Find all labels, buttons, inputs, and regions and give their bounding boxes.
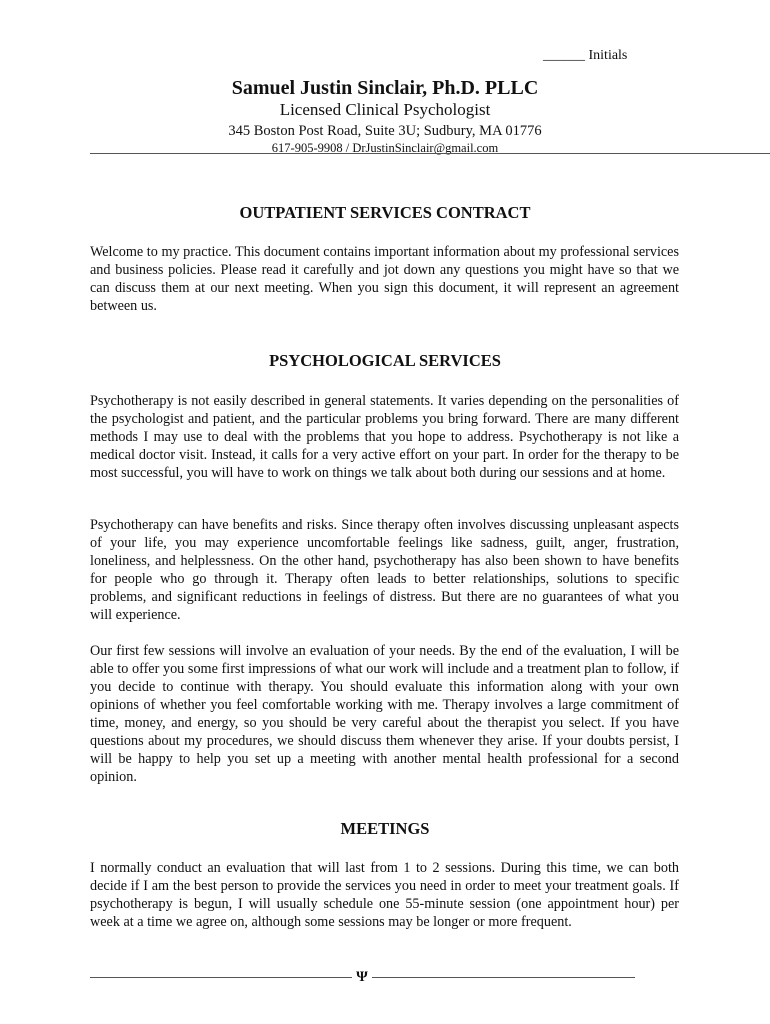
footer-rule-right <box>372 977 635 978</box>
paragraph-meetings: I normally conduct an evaluation that will last from 1 to 2 sessions. During this time, we can both decide if I am the best person to provide the services you need in order to meet your treatment goals. If psychotherapy is begun, I will usually schedule one 55-minute session (one appointment hour) per week at a time we agree on, although some sessions may be longer or more frequent. <box>90 860 679 930</box>
letterhead <box>90 76 680 156</box>
letterhead-divider <box>90 153 770 154</box>
section-heading-meetings: MEETINGS <box>340 819 430 838</box>
practice-contact: 617-905-9908 / DrJustinSinclair@gmail.com <box>271 141 499 155</box>
page-footer <box>90 968 635 986</box>
psi-symbol: Ψ <box>356 969 368 985</box>
practice-name: Samuel Justin Sinclair, Ph.D. PLLC <box>231 77 539 99</box>
footer-rule-left <box>90 977 352 978</box>
paragraph-contract-welcome: Welcome to my practice. This document contains important information about my professional services and business policies. Please read it carefully and jot down any questions you might have so that we can discuss them at our next meeting. When you sign this document, it will represent an agreement between us. <box>90 244 679 314</box>
initials-line: ______ Initials <box>543 48 628 63</box>
paragraph-psych-benefits-risks: Psychotherapy can have benefits and risks. Since therapy often involves discussing unpleasant aspects of your life, you may experience uncomfortable feelings like sadness, guilt, anger, frustration, loneliness, and helplessness. On the other hand, psychotherapy has also been shown to have benefits for people who go through it. Therapy often leads to better relationships, solutions to specific problems, and significant reductions in feelings of distress. But there are no guarantees of what you will experience. <box>90 517 679 623</box>
practice-address: 345 Boston Post Road, Suite 3U; Sudbury, MA 01776 <box>228 123 542 139</box>
practice-title: Licensed Clinical Psychologist <box>279 100 491 119</box>
section-heading-contract: OUTPATIENT SERVICES CONTRACT <box>239 203 531 222</box>
section-heading-psychological-services: PSYCHOLOGICAL SERVICES <box>269 351 501 370</box>
paragraph-psych-description: Psychotherapy is not easily described in general statements. It varies depending on the personalities of the psychologist and patient, and the particular problems you bring forward. There are many different methods I may use to deal with the problems that you hope to address. Psychotherapy is not like a medical doctor visit. Instead, it calls for a very active effort on your part. In order for the therapy to be most successful, you will have to work on things we talk about both during our sessions and at home. <box>90 393 679 481</box>
paragraph-psych-evaluation: Our first few sessions will involve an evaluation of your needs. By the end of the evaluation, I will be able to offer you some first impressions of what our work will include and a treatment plan to follow, if you decide to continue with therapy. You should evaluate this information along with your own opinions of whether you feel comfortable working with me. Therapy involves a large commitment of time, money, and energy, so you should be very careful about the therapist you select. If you have questions about my procedures, we should discuss them whenever they arise. If your doubts persist, I will be happy to help you set up a meeting with another mental health professional for a second opinion. <box>90 643 679 785</box>
